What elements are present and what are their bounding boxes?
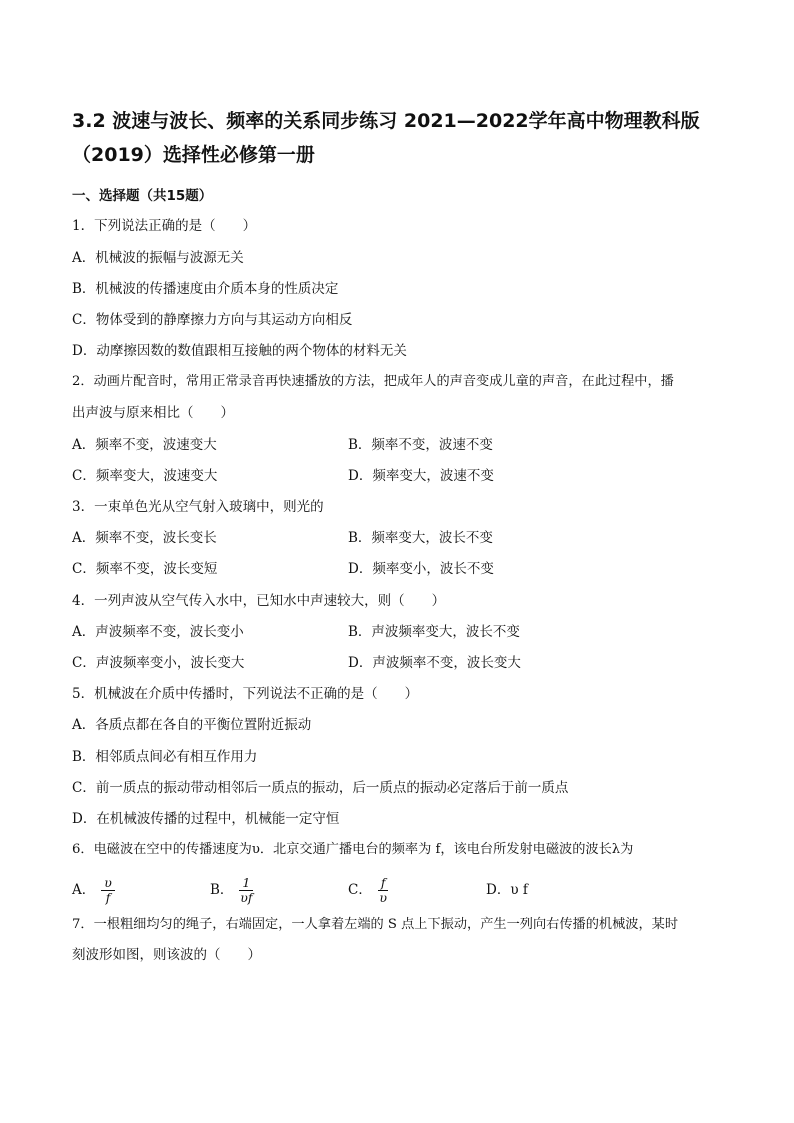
question-4-option-a: A．声波频率不变，波长变小: [72, 624, 244, 640]
document-title: 3.2 波速与波长、频率的关系同步练习 2021—2022学年高中物理教科版（2019）选择性必修第一册: [72, 110, 700, 166]
fraction-a: [101, 876, 115, 905]
question-6-option-b: [210, 876, 253, 905]
question-3-option-b: B．频率变大，波长不变: [348, 530, 493, 546]
question-1-option-c: C．物体受到的静摩擦力方向与其运动方向相反: [72, 312, 353, 328]
question-5-option-b: B．相邻质点间必有相互作用力: [72, 749, 258, 765]
question-4-option-d: D．声波频率不变，波长变大: [348, 655, 521, 671]
question-4-stem: 4．一列声波从空气传入水中，已知水中声速较大，则（ ）: [72, 593, 446, 609]
question-6-stem: 6．电磁波在空中的传播速度为υ．北京交通广播电台的频率为 f，该电台所发射电磁波的波长λ为: [72, 842, 634, 857]
option-c-label: C．: [348, 882, 372, 898]
question-7-stem-line2: 刻波形如图，则该波的（ ）: [72, 947, 261, 963]
fraction-b-numerator: 1: [239, 876, 253, 891]
question-3-option-d: D．频率变小，波长不变: [348, 561, 494, 577]
question-1-option-b: B．机械波的传播速度由介质本身的性质决定: [72, 281, 339, 297]
question-6-option-c: [348, 876, 388, 905]
question-2-option-a: A．频率不变，波速变大: [72, 437, 217, 453]
question-5-option-d: D．在机械波传播的过程中，机械能一定守恒: [72, 811, 340, 827]
question-4-option-c: C．声波频率变小，波长变大: [72, 655, 245, 671]
fraction-c-denominator: υ: [379, 890, 387, 905]
question-3-stem: 3．一束单色光从空气射入玻璃中，则光的: [72, 499, 324, 515]
question-1-option-d: D．动摩擦因数的数值跟相互接触的两个物体的材料无关: [72, 343, 407, 359]
question-5-stem: 5．机械波在介质中传播时，下列说法不正确的是（ ）: [72, 686, 419, 702]
question-5-option-c: C．前一质点的振动带动相邻后一质点的振动，后一质点的振动必定落后于前一质点: [72, 780, 569, 796]
question-6-options: [72, 868, 722, 908]
fraction-c-numerator: f: [378, 876, 389, 891]
question-5-option-a: A．各质点都在各自的平衡位置附近振动: [72, 717, 312, 733]
question-1-option-a: A．机械波的振幅与波源无关: [72, 250, 244, 266]
question-6-option-a: [72, 876, 115, 905]
question-2-option-d: D．频率变大，波速不变: [348, 468, 494, 484]
fraction-b: [239, 876, 253, 905]
question-2-option-b: B．频率不变，波速不变: [348, 437, 493, 453]
question-2-stem-line2: 出声波与原来相比（ ）: [72, 405, 234, 421]
question-6-option-d: D．υ f: [486, 882, 528, 898]
section-heading: 一、选择题（共15题）: [72, 188, 213, 204]
fraction-c: [378, 876, 389, 905]
option-b-label: B．: [210, 882, 234, 898]
fraction-b-denominator: υf: [240, 890, 253, 905]
question-2-stem-line1: 2．动画片配音时，常用正常录音再快速播放的方法，把成年人的声音变成儿童的声音，在此过程中，播: [72, 374, 674, 389]
question-7-stem-line1: 7．一根粗细均匀的绳子，右端固定，一人拿着左端的 S 点上下振动，产生一列向右传播的机械波，某时: [72, 917, 679, 932]
option-a-label: A．: [72, 882, 96, 898]
question-3-option-c: C．频率不变，波长变短: [72, 561, 218, 577]
fraction-a-denominator: f: [105, 890, 111, 905]
question-2-option-c: C．频率变大，波速变大: [72, 468, 218, 484]
question-1-stem: 1．下列说法正确的是（ ）: [72, 218, 257, 234]
fraction-a-numerator: υ: [101, 876, 115, 891]
question-4-option-b: B．声波频率变大，波长不变: [348, 624, 520, 640]
question-3-option-a: A．频率不变，波长变长: [72, 530, 217, 546]
